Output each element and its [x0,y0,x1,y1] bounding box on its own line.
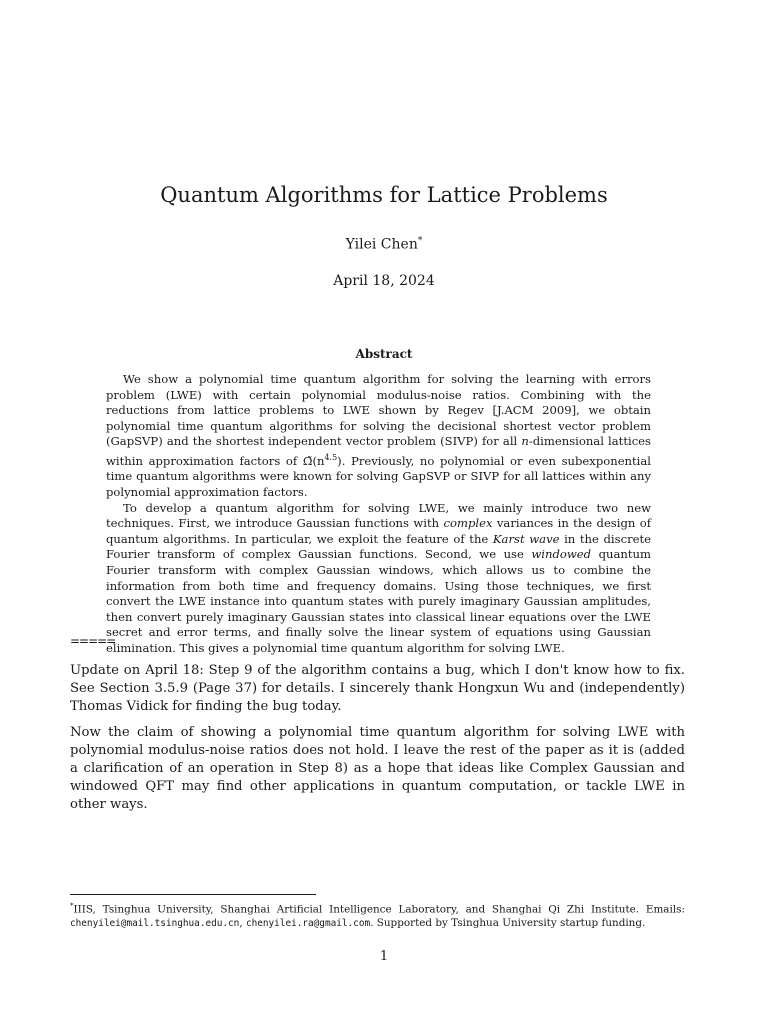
paper-date: April 18, 2024 [333,273,435,289]
abstract-text: We show a polynomial time quantum algorithm for solving the learning with errors problem (LWE) with certain polynomial modulus-noise ratios. Combining with the reductions from lattice problems to LWE shown by Regev [J.ACM 2009], we obtain polynomial time quantum algorithms for solving the decisional shortest vector problem (GapSVP) and the shortest independent vector problem (SIVP) for all [106,372,651,449]
abstract-emphasis: complex [443,516,493,531]
abstract-text: quantum Fourier transform with complex Gaussian windows, which allows us to combine the information from both time and frequency domains. Using those techniques, we first convert the LWE instance into quantum states with purely imaginary Gaussian amplitudes, then convert purely imaginary Gaussian states into classical linear equations over the LWE secret and error terms, and finally solve the linear system of equations using Gaussian elimination. This gives a polynomial time quantum algorithm for solving LWE. [106,547,651,655]
footnote-mark: * [70,902,74,910]
abstract-text: in the discrete Fourier transform of complex Gaussian functions. Second, we use [106,531,651,562]
abstract-math-exponent: 4.5 [324,452,338,462]
footnote [70,899,685,931]
abstract-emphasis: Karst wave [492,531,560,546]
abstract-paragraph-1 [106,372,651,501]
email-separator: , [239,917,246,930]
footnote-affiliation: IIIS, Tsinghua University, Shanghai Artificial Intelligence Laboratory, and Shanghai Qi Zhi Institute. Emails: [73,903,685,916]
author-footnote-mark: * [417,236,423,246]
email-link-2[interactable]: chenyilei.ra@gmail.com [245,918,371,930]
abstract-heading: Abstract [355,347,413,361]
abstract-text: ). Previously, no polynomial or even subexponential time quantum algorithms were known for solving GapSVP or SIVP for all lattices within any polynomial approximation factors. [106,453,652,500]
paper-title: Quantum Algorithms for Lattice Problems [160,183,608,207]
update-notice [70,662,685,822]
author-line [0,232,768,254]
abstract-emphasis: windowed [531,547,592,562]
footnote-funding: . Supported by Tsinghua University startup funding. [370,917,646,930]
abstract-paragraph-2 [106,501,651,657]
update-paragraph-1: Update on April 18: Step 9 of the algorithm contains a bug, which I don't know how to fix. See Section 3.5.9 (Page 37) for details. I sincerely thank Hongxun Wu and (independently) Thomas Vidick for finding the bug today. [70,663,685,714]
email-link-1[interactable]: chenyilei@mail.tsinghua.edu.cn [70,918,240,930]
abstract-text: variances in the design of quantum algorithms. In particular, we exploit the feature of the [106,516,651,546]
page-number: 1 [379,949,389,964]
abstract-math-var: n [521,434,529,449]
abstract-text: To develop a quantum algorithm for solving LWE, we mainly introduce two new techniques. First, we introduce Gaussian functions with [106,500,651,531]
footnote-rule [70,894,316,895]
update-divider: ===== [70,634,116,648]
update-paragraph-2: Now the claim of showing a polynomial time quantum algorithm for solving LWE with polynomial modulus-noise ratios does not hold. I leave the rest of the paper as it is (added a clarification of an operation in Step 8) as a hope that ideas like Complex Gaussian and windowed QFT may find other applications in quantum computation, or tackle LWE in other ways. [70,725,685,812]
author-name: Yilei Chen [345,236,418,253]
abstract-text: -dimensional lattices within approximation factors of [106,434,651,468]
abstract-math: Ω̃(n [302,453,325,468]
abstract-body [106,372,651,657]
